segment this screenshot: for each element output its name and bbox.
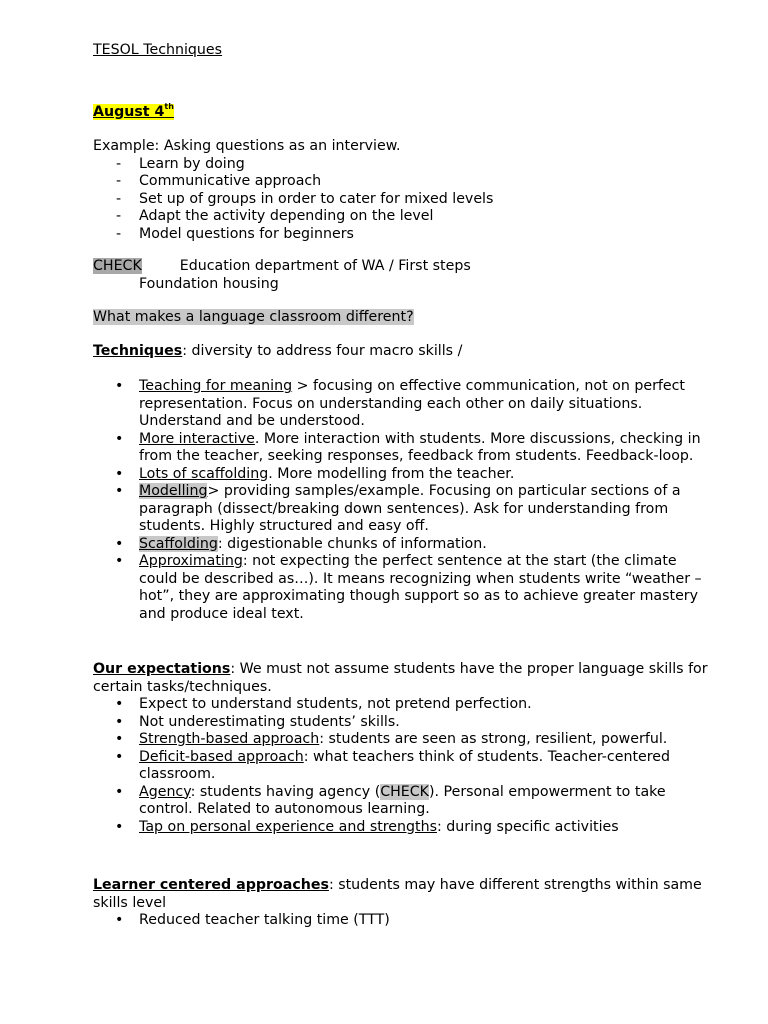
list-item: - Adapt the activity depending on the level <box>93 208 708 226</box>
list-item: • Deficit-based approach: what teachers think of students. Teacher-centered classroom. <box>93 749 708 784</box>
list-item: • Not underestimating students’ skills. <box>93 714 708 732</box>
list-item: • Reduced teacher talking time (TTT) <box>93 912 708 930</box>
list-item: - Learn by doing <box>93 156 708 174</box>
question-line: What makes a language classroom different? <box>93 309 414 325</box>
list-item: - Set up of groups in order to cater for mixed levels <box>93 191 708 209</box>
list-item: • Expect to understand students, not pretend perfection. <box>93 696 708 714</box>
list-item: - Model questions for beginners <box>93 226 708 244</box>
list-item: • Teaching for meaning > focusing on effective communication, not on perfect representation. Focus on understanding each other on daily situations. Understand and be understood. <box>93 378 708 431</box>
techniques-list <box>93 378 708 623</box>
list-item: • Lots of scaffolding. More modelling from the teacher. <box>93 466 708 484</box>
example-list <box>93 156 708 244</box>
learner-list <box>93 912 708 930</box>
expectations-heading: Our expectations: We must not assume students have the proper language skills for certain tasks/techniques. <box>93 661 708 695</box>
check-section <box>93 258 708 293</box>
learner-heading: Learner centered approaches: students may have different strengths within same skills level <box>93 877 702 911</box>
example-intro: Example: Asking questions as an interview. <box>93 138 401 154</box>
doc-title: TESOL Techniques <box>93 42 223 58</box>
list-item: • Modelling> providing samples/example. Focusing on particular sections of a paragraph (dissect/breaking down sentences). Ask for understanding from students. Highly structured and easy off. <box>93 483 708 536</box>
list-item: • Strength-based approach: students are seen as strong, resilient, powerful. <box>93 731 708 749</box>
list-item: - Communicative approach <box>93 173 708 191</box>
list-item: • More interactive. More interaction with students. More discussions, checking in from the teacher, seeking responses, feedback from students. Feedback-loop. <box>93 431 708 466</box>
check-note: Education department of WA / First steps <box>179 258 471 274</box>
check-note-2: Foundation housing <box>139 275 279 292</box>
check-badge: CHECK <box>380 783 429 800</box>
example-section <box>93 138 708 243</box>
list-item: • Approximating: not expecting the perfect sentence at the start (the climate could be described as…). It means recognizing when students write “weather – hot”, they are approximating though support so as to achieve greater mastery and produce ideal text. <box>93 553 708 623</box>
list-item: • Tap on personal experience and strengths: during specific activities <box>93 819 708 837</box>
list-item: • Agency: students having agency (CHECK). Personal empowerment to take control. Related to autonomous learning. <box>93 784 708 819</box>
expectations-list <box>93 696 708 836</box>
list-item: • Scaffolding: digestionable chunks of information. <box>93 536 708 554</box>
techniques-heading: Techniques: diversity to address four macro skills / <box>93 343 463 359</box>
date-heading: August 4th <box>93 102 174 120</box>
check-badge: CHECK <box>93 258 142 274</box>
